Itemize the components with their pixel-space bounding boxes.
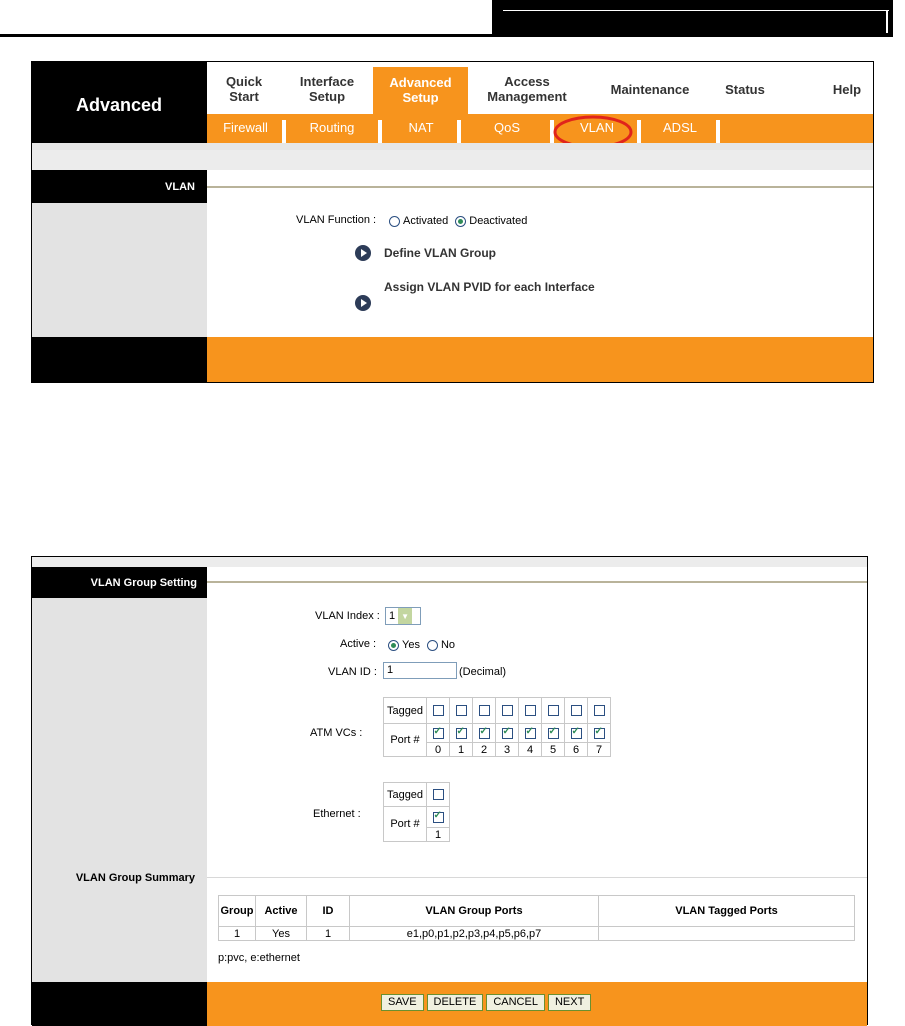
gray-band xyxy=(32,557,867,567)
subnav-separator xyxy=(716,120,720,143)
subnav-separator xyxy=(457,120,461,143)
section-label: VLAN Group Setting xyxy=(90,577,197,589)
nav-advanced-setup-tab[interactable] xyxy=(373,67,468,114)
active-label: Active : xyxy=(340,638,377,650)
next-button[interactable]: NEXT xyxy=(548,994,591,1011)
section-rule xyxy=(207,186,873,188)
port-label: Port # xyxy=(384,724,427,757)
assign-vlan-pvid-link[interactable]: Assign VLAN PVID for each Interface xyxy=(384,280,595,294)
atm-port-number: 1 xyxy=(450,743,473,757)
atm-port-checkbox-4[interactable] xyxy=(525,728,536,739)
atm-port-checkbox-0[interactable] xyxy=(433,728,444,739)
atm-port-number: 0 xyxy=(427,743,450,757)
radio-active-no-label: No xyxy=(440,639,456,651)
atm-tagged-checkbox-7[interactable] xyxy=(594,705,605,716)
atm-tagged-checkbox-0[interactable] xyxy=(433,705,444,716)
active-options xyxy=(388,639,455,651)
atm-port-checkbox-6[interactable] xyxy=(571,728,582,739)
arrow-right-icon[interactable] xyxy=(355,245,371,261)
summary-cell: 1 xyxy=(219,927,256,941)
atm-port-checkbox-2[interactable] xyxy=(479,728,490,739)
vlan-id-hint: (Decimal) xyxy=(459,666,507,678)
vlan-index-select[interactable]: 1 ▼ xyxy=(385,607,421,625)
atm-port-checkbox-1[interactable] xyxy=(456,728,467,739)
subnav-vlan[interactable]: VLAN xyxy=(580,120,614,135)
ethernet-label: Ethernet : xyxy=(313,808,361,820)
sidebar xyxy=(32,598,207,982)
radio-activated-label: Activated xyxy=(403,215,449,227)
summary-header: Active xyxy=(256,896,307,927)
footer-bar xyxy=(207,982,867,1026)
doc-header-rule xyxy=(503,10,889,11)
subnav-adsl[interactable]: ADSL xyxy=(663,120,697,135)
doc-header-box xyxy=(492,0,893,34)
ethernet-table xyxy=(383,782,450,842)
screenshot-vlan-main xyxy=(31,61,874,383)
subnav-nat[interactable]: NAT xyxy=(408,120,434,135)
atm-tagged-checkbox-1[interactable] xyxy=(456,705,467,716)
define-vlan-group-link[interactable]: Define VLAN Group xyxy=(384,246,497,260)
screenshot-vlan-group-setting xyxy=(31,556,868,1025)
summary-cell: e1,p0,p1,p2,p3,p4,p5,p6,p7 xyxy=(350,927,599,941)
summary-cell xyxy=(599,927,855,941)
tagged-label: Tagged xyxy=(384,698,427,724)
atm-port-number: 2 xyxy=(473,743,496,757)
section-label-block xyxy=(32,567,207,598)
vlan-function-options xyxy=(389,215,527,227)
section-label: VLAN xyxy=(165,181,195,193)
atm-tagged-checkbox-4[interactable] xyxy=(525,705,536,716)
nav-help[interactable]: Help xyxy=(832,82,862,97)
section-label-block xyxy=(32,170,207,203)
logo-block xyxy=(32,62,207,143)
atm-port-number: 6 xyxy=(565,743,588,757)
vlan-id-input[interactable]: 1 xyxy=(383,662,457,679)
radio-deactivated-label: Deactivated xyxy=(469,215,528,227)
vlan-index-label: VLAN Index : xyxy=(315,610,380,622)
subnav-firewall[interactable]: Firewall xyxy=(223,120,268,135)
doc-header-line xyxy=(0,34,893,37)
atm-port-checkbox-3[interactable] xyxy=(502,728,513,739)
subnav-separator xyxy=(378,120,382,143)
atm-port-number: 3 xyxy=(496,743,519,757)
subnav-routing[interactable]: Routing xyxy=(309,120,355,135)
subnav-qos[interactable]: QoS xyxy=(493,120,520,135)
summary-header: VLAN Tagged Ports xyxy=(599,896,855,927)
delete-button[interactable]: DELETE xyxy=(427,994,484,1011)
subnav-bar xyxy=(207,114,873,143)
atm-vcs-table xyxy=(383,697,611,757)
atm-tagged-checkbox-3[interactable] xyxy=(502,705,513,716)
nav-quick-start[interactable]: Quick Start xyxy=(225,74,263,104)
gray-strip xyxy=(32,143,873,150)
atm-tagged-checkbox-6[interactable] xyxy=(571,705,582,716)
atm-port-checkbox-7[interactable] xyxy=(594,728,605,739)
summary-cell: 1 xyxy=(307,927,350,941)
atm-vcs-label: ATM VCs : xyxy=(310,727,363,739)
footer-bar xyxy=(207,337,873,382)
atm-port-number: 5 xyxy=(542,743,565,757)
atm-port-number: 4 xyxy=(519,743,542,757)
eth-port-number: 1 xyxy=(427,828,450,842)
eth-port-checkbox-1[interactable] xyxy=(433,812,444,823)
chevron-down-icon[interactable]: ▼ xyxy=(398,608,412,624)
nav-access-management[interactable]: Access Management xyxy=(487,74,567,104)
legend-text: p:pvc, e:ethernet xyxy=(218,952,300,964)
nav-maintenance[interactable]: Maintenance xyxy=(610,82,690,97)
summary-table xyxy=(218,895,855,941)
nav-interface-setup[interactable]: Interface Setup xyxy=(299,74,355,104)
atm-tagged-checkbox-5[interactable] xyxy=(548,705,559,716)
atm-port-checkbox-5[interactable] xyxy=(548,728,559,739)
gray-band xyxy=(32,150,873,170)
cancel-button[interactable]: CANCEL xyxy=(486,994,545,1011)
tagged-label: Tagged xyxy=(384,783,427,807)
radio-active-no[interactable] xyxy=(427,640,438,651)
atm-port-number: 7 xyxy=(588,743,611,757)
summary-cell: Yes xyxy=(256,927,307,941)
footer-left xyxy=(32,337,207,382)
radio-active-yes-label: Yes xyxy=(402,639,420,651)
summary-header: VLAN Group Ports xyxy=(350,896,599,927)
doc-header-tick xyxy=(886,11,888,33)
radio-active-yes[interactable] xyxy=(388,640,399,651)
summary-label: VLAN Group Summary xyxy=(75,872,195,884)
summary-rule xyxy=(207,877,867,878)
section-rule xyxy=(207,581,867,583)
subnav-separator xyxy=(637,120,641,143)
nav-status[interactable]: Status xyxy=(725,82,765,97)
save-button[interactable]: SAVE xyxy=(381,994,424,1011)
vlan-function-label: VLAN Function : xyxy=(296,214,377,226)
sidebar xyxy=(32,203,207,337)
port-label: Port # xyxy=(384,807,427,842)
table-row xyxy=(219,927,855,941)
eth-tagged-checkbox-1[interactable] xyxy=(433,789,444,800)
atm-tagged-checkbox-2[interactable] xyxy=(479,705,490,716)
summary-header: ID xyxy=(307,896,350,927)
button-group xyxy=(381,994,591,1011)
arrow-right-icon[interactable] xyxy=(355,295,371,311)
logo-text: Advanced xyxy=(76,95,163,115)
radio-deactivated[interactable] xyxy=(455,216,466,227)
radio-activated[interactable] xyxy=(389,216,400,227)
footer-left xyxy=(32,982,207,1026)
summary-header: Group xyxy=(219,896,256,927)
nav-advanced-setup[interactable]: Advanced Setup xyxy=(389,75,452,105)
vlan-id-label: VLAN ID : xyxy=(328,666,377,678)
subnav-separator xyxy=(282,120,286,143)
